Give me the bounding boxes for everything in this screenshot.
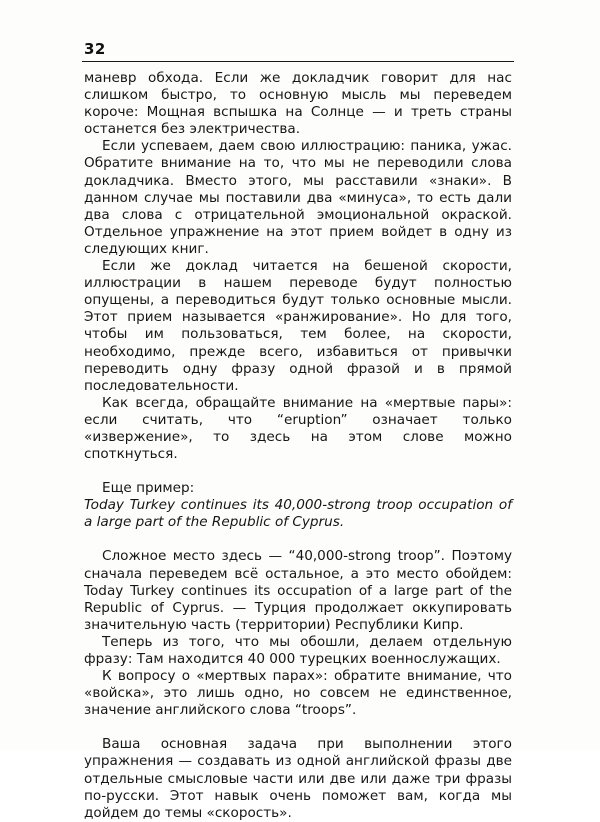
body-text <box>84 70 512 822</box>
example-intro: Еще пример: <box>102 480 195 497</box>
paragraph-detour-continuation: маневр обхода. Если же докладчик говорит для нас слишком быстро, то основную мысль мы переведем короче: Мощная вспышка на Солнце — и треть страны останется без электричества. <box>84 70 512 138</box>
paragraph-dead-pairs: Как всегда, обращайте внимание на «мертвые пары»: если считать, что “eruption” означает только «извержение», то здесь на этом слове можно споткнуться. <box>84 394 512 463</box>
paragraph-illustration: Если успеваем, даем свою иллюстрацию: паника, ужас. Обратите внимание на то, что мы не переводили слова докладчика. Вместо этого, мы расставили «знаки». В данном случае мы поставили два «минуса», то есть дали два слова с отрицательной эмоциональной окраской. Отдельное упражнение на этот прием войдет в одну из следующих книг. <box>84 138 512 257</box>
paragraph-main-task: Ваша основная задача при выполнении этого упражнения — создавать из одной английской фразы две отдельные смысловые части или две или даже три фразы по-русски. Этот навык очень поможет вам, когда мы дойдем до темы «скорость». <box>84 736 512 821</box>
page-number: 32 <box>84 40 106 58</box>
paragraph-ranking: Если же доклад читается на бешеной скорости, иллюстрации в нашем переводе будут полностью опущены, а переводиться будут только основные мысли. Этот прием называется «ранжирование». Но для того, чтобы им пользоваться, тем более, на скорости, необходимо, прежде всего, избавиться от привычки переводить одну фразу одной фразой и в прямой последовательности. <box>84 258 512 394</box>
paragraph-troops: К вопросу о «мертвых парах»: обратите внимание, что «войска», это лишь одно, но совсем не единственное, значение английского слова “troops”. <box>84 668 512 719</box>
paragraph-separate-phrase: Теперь из того, что мы обошли, делаем отдельную фразу: Там находится 40 000 турецких военнослужащих. <box>84 633 512 667</box>
paragraph-difficult-place: Сложное место здесь — “40,000-strong troop”. Поэтому сначала переведем всё остальное, а это место обойдем: Today Turkey continues its occupation of a large part of the Republic of Cyprus. — Турция продолжает оккупировать значительную часть (территории) Республики Кипр. <box>84 548 512 633</box>
header-divider <box>82 61 514 62</box>
example-sentence: Today Turkey continues its 40,000-strong troop occupation of a large part of the Republic of Cyprus. <box>84 497 512 531</box>
